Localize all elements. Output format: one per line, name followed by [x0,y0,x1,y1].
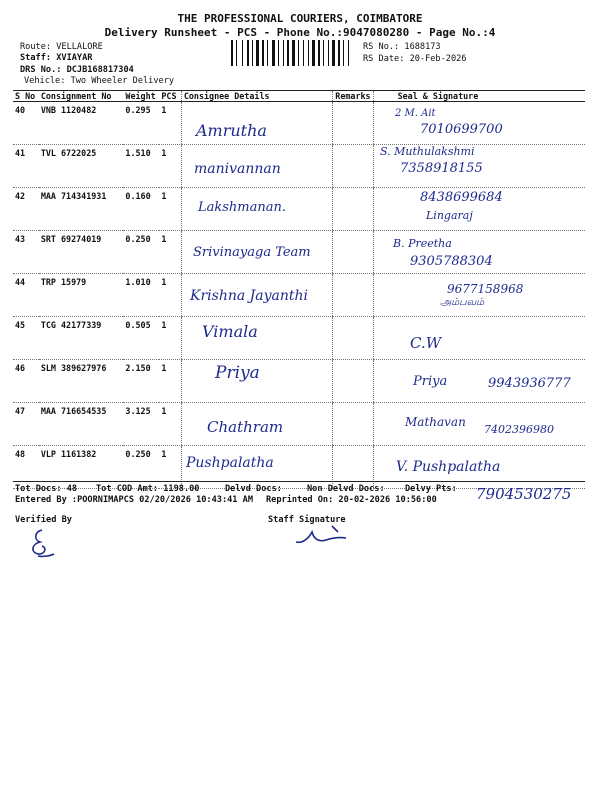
barcode-bar [256,40,259,66]
table-header-row [13,91,585,102]
barcode-bar [269,40,271,66]
row-remarks [333,317,373,360]
row-sno: 46 [13,360,39,403]
row-remarks [333,145,373,188]
col-remarks: Remarks [333,91,373,102]
rs-number: RS No.: 1688173 [363,42,441,52]
row-remarks [333,274,373,317]
row-weight: 1.010 [123,274,159,317]
handwritten-phone: 7402396980 [484,423,554,436]
row-weight: 0.160 [123,188,159,231]
handwritten-consignee: Lakshmanan. [198,200,287,215]
barcode-bar [316,40,317,66]
handwritten-consignee: Vimala [202,322,258,341]
barcode-bar [328,40,329,66]
barcode-bar [296,40,297,66]
handwritten-consignee: Amrutha [196,121,267,140]
col-weight: Weight [123,91,159,102]
entered-by: Entered By :POORNIMAPCS 02/20/2026 10:43:41 AM [15,495,253,505]
handwritten-consignee: Chathram [207,418,284,436]
handwritten-signature: V. Pushpalatha [396,459,501,475]
barcode-bar [298,40,299,66]
barcode-bar [238,40,241,66]
table-row [13,317,585,360]
row-consignment-no: MAA 716654535 [39,403,124,446]
handwritten-signature: Lingaraj [426,209,473,222]
col-seal: Seal & Signature [373,91,585,102]
barcode-bar [234,40,235,66]
barcode-bar [278,40,279,66]
handwritten-consignee: manivannan [194,161,281,177]
barcode-bar [283,40,284,66]
vehicle-label: Vehicle: Two Wheeler Delivery [24,76,175,86]
barcode-bar [312,40,315,66]
barcode-bar [280,40,282,66]
barcode-bar [323,40,324,66]
col-sno: S No [13,91,39,102]
row-consignment-no: MAA 714341931 [39,188,124,231]
handwritten-signature: Mathavan [405,415,466,429]
row-remarks [333,102,373,145]
barcode-bar [343,40,344,66]
route-label: Route: VELLALORE [20,42,103,52]
row-seal [373,317,585,360]
row-sno: 40 [13,102,39,145]
barcode-bar [318,40,320,66]
barcode-bar [247,40,249,66]
handwritten-signature: B. Preetha [393,237,452,250]
barcode-bar [287,40,289,66]
row-consignment-no: SLM 389627976 [39,360,124,403]
barcode-bar [305,40,307,66]
handwritten-signature: S. Muthulakshmi [380,145,475,158]
row-weight: 0.250 [123,446,159,489]
row-consignment-no: VNB 1120482 [39,102,124,145]
handwritten-consignee: Krishna Jayanthi [190,288,308,304]
reprinted-on: Reprinted On: 20-02-2026 10:56:00 [266,495,437,505]
barcode-bar [341,40,342,66]
barcode-bar [290,40,291,66]
row-weight: 2.150 [123,360,159,403]
handwritten-phone: 9677158968 [447,282,524,296]
barcode-bar [325,40,327,66]
barcode-bar [338,40,340,66]
barcode-bar [310,40,311,66]
col-consignee: Consignee Details [181,91,332,102]
row-pcs: 1 [159,317,181,360]
barcode-bar [348,40,349,66]
row-weight: 0.250 [123,231,159,274]
barcode-bar [330,40,331,66]
barcode-bar [272,40,275,66]
row-consignment-no: SRT 69274019 [39,231,124,274]
row-sno: 48 [13,446,39,489]
row-pcs: 1 [159,102,181,145]
row-sno: 45 [13,317,39,360]
row-pcs: 1 [159,188,181,231]
barcode-bar [303,40,304,66]
col-consignment: Consignment No [39,91,124,102]
barcode-bar [350,40,351,66]
barcode-bar [345,40,347,66]
row-sno: 41 [13,145,39,188]
row-sno: 44 [13,274,39,317]
barcode-bar [244,40,246,66]
row-pcs: 1 [159,360,181,403]
handwritten-consignee: Priya [215,363,260,383]
row-remarks [333,403,373,446]
verified-signature [24,526,60,560]
row-weight: 1.510 [123,145,159,188]
total-cod: Tot COD Amt: 1198.00 [96,484,200,494]
row-consignment-no: TVL 6722025 [39,145,124,188]
row-remarks [333,446,373,489]
barcode-bar [254,40,255,66]
company-title: THE PROFESSIONAL COURIERS, COIMBATORE [177,12,423,25]
handwritten-signature: அம்பவம் [440,297,485,308]
barcode-bar [236,40,237,66]
row-pcs: 1 [159,274,181,317]
handwritten-phone: 7010699700 [420,122,503,137]
barcode-bar [332,40,335,66]
row-sno: 42 [13,188,39,231]
handwritten-signature: C.W [410,334,442,352]
barcode-bar [250,40,251,66]
staff-signature-label: Staff Signature [268,515,346,525]
row-sno: 43 [13,231,39,274]
runsheet-subtitle: Delivery Runsheet - PCS - Phone No.:9047080280 - Page No.:4 [104,26,496,39]
staff-signature [292,522,352,548]
barcode-bar [336,40,337,66]
row-pcs: 1 [159,446,181,489]
row-pcs: 1 [159,231,181,274]
verified-by-label: Verified By [15,515,72,525]
row-remarks [333,188,373,231]
col-pcs: PCS [159,91,181,102]
handwritten-signature: Priya [413,374,448,389]
delivered-docs: Delvd Docs: [225,484,282,494]
barcode-bar [300,40,302,66]
row-remarks [333,231,373,274]
row-remarks [333,360,373,403]
barcode-bar [267,40,268,66]
barcode-bar [265,40,266,66]
footer-divider [13,481,585,482]
row-consignment-no: VLP 1161382 [39,446,124,489]
handwritten-signature: 2 M. Ait [395,108,436,119]
total-docs: Tot Docs: 48 [15,484,78,494]
barcode-bar [308,40,309,66]
non-delivered-docs: Non Delvd Docs: [307,484,385,494]
barcode-bar [252,40,253,66]
barcode-bar [292,40,295,66]
handwritten-consignee: Pushpalatha [186,455,274,471]
handwritten-phone: 9943936777 [488,376,571,391]
row-weight: 3.125 [123,403,159,446]
delivery-points: Delvy Pts: [405,484,457,494]
staff-label: Staff: XVIAYAR [20,53,93,63]
rs-barcode [231,40,359,66]
barcode-bar [276,40,277,66]
barcode-bar [260,40,261,66]
row-consignment-no: TCG 42177339 [39,317,124,360]
barcode-bar [321,40,322,66]
row-weight: 0.295 [123,102,159,145]
handwritten-phone: 8438699684 [420,190,503,205]
row-pcs: 1 [159,145,181,188]
rs-date: RS Date: 20-Feb-2026 [363,54,467,64]
row-sno: 47 [13,403,39,446]
barcode-bar [231,40,233,66]
barcode-bar [262,40,264,66]
row-weight: 0.505 [123,317,159,360]
handwritten-phone: 7904530275 [476,485,572,503]
row-pcs: 1 [159,403,181,446]
table-row [13,145,585,188]
handwritten-phone: 9305788304 [410,254,493,269]
row-consignment-no: TRP 15979 [39,274,124,317]
barcode-bar [285,40,286,66]
barcode-bar [242,40,243,66]
drs-number: DRS No.: DCJB168817304 [20,65,134,75]
handwritten-phone: 7358918155 [400,161,483,176]
handwritten-consignee: Srivinayaga Team [193,245,311,260]
